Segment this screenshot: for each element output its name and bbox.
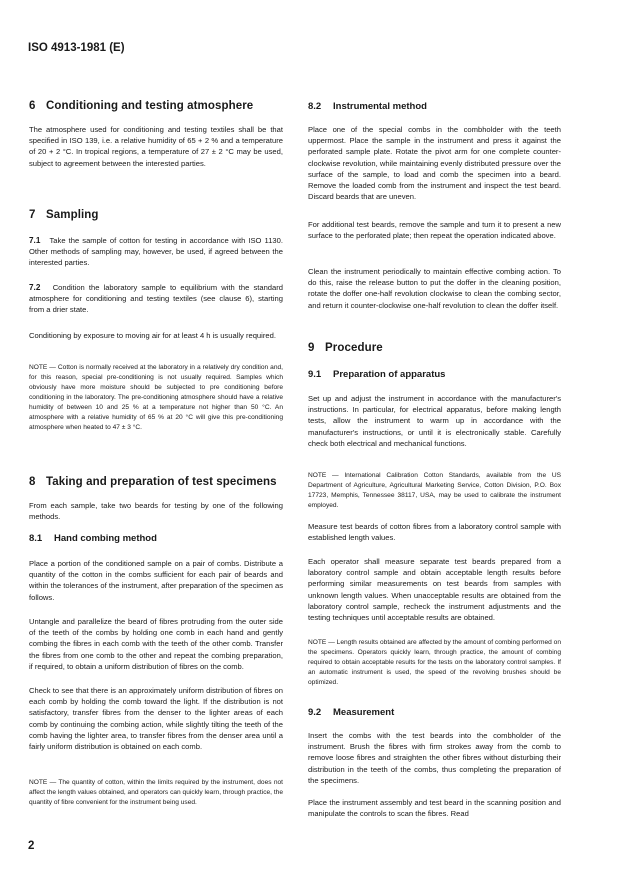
section-8-2-heading: 8.2 Instrumental method xyxy=(308,101,427,112)
section-8-2-paragraph-2: For additional test beards, remove the sample and turn it to present a new surface to the perforated plate; then repeat the operation indicated above. xyxy=(308,220,561,241)
section-8-2-paragraph-1: Place one of the special combs in the combholder with the teeth uppermost. Place the sample in the instrument and press it against the perforated sample plate. Rotate the pivot arm for one complete counter-clockwise revolution, while maintaining evenly distributed pressure over the surface of the sample, to load and comb the specimen into a beard. Remove the loaded comb from the instrument and inspect the test beard. Discard beards that are uneven. xyxy=(308,125,561,202)
section-6-paragraph: The atmosphere used for conditioning and testing textiles shall be that specified in ISO 139, i.e. a relative humidity of 65 + 2 % and a temperature of 20 + 2 °C. In tropical regions, a temperature of 27 ± 2 °C may be used, subject to agreement between the interested parties. xyxy=(29,125,283,168)
section-9-1-paragraph-3: Each operator shall measure separate test beards prepared from a laboratory control sample and obtain acceptable length results before performing similar measurements on test beards from samples with unknown length values. When unacceptable results are obtained from the laboratory control sample, recheck the instrument adjustments and the testing techniques until acceptable results are obtained. xyxy=(308,557,561,623)
page-number: 2 xyxy=(28,840,35,852)
section-8-heading: 8 Taking and preparation of test specimens xyxy=(29,476,277,488)
section-8-2-paragraph-3: Clean the instrument periodically to maintain effective combing action. To do this, raise the release button to put the doffer in the cleaning position, rotate the doffer one-half revolution clockwise to clean the combing sector, and return it counter-clockwise one-half revolution to clean the doffer itself. xyxy=(308,267,561,310)
section-7-note: NOTE — Cotton is normally received at the laboratory in a relatively dry condition and, for this reason, special pre-conditioning is not usually required. Samples which obviously have more moisture should be subjected to pre conditioning before conditioning in the laboratory. The pre-conditioning atmosphere should have a relative humidity of between 10 and 25 % at a temperature not higher than 50 °C. An atmosphere with a relative humidity of 65 % at 20 °C will give this pre-conditioning atmosphere when heated to 47 ± 3 °C. xyxy=(29,364,283,431)
section-8-1-paragraph-2: Untangle and parallelize the beard of fibres protruding from the outer side of the teeth of the combs by holding one comb in each hand and gently combing the fibres in each comb with the teeth of the other comb. Transfer the fibres from one comb to the other and repeat the combing preparation, if required, to obtain a uniform distribution of fibres on the comb. xyxy=(29,617,283,671)
section-9-1-paragraph-2: Measure test beards of cotton fibres from a laboratory control sample with established length values. xyxy=(308,522,561,543)
section-9-1-paragraph-1: Set up and adjust the instrument in accordance with the manufacturer's instructions. In particular, for electrical apparatus, before making length tests, allow the instrument to warm up in accordance with the manufacturer's instructions, or until it is electronically stable. Carefully check both electrical and mechanical functions. xyxy=(308,394,561,448)
clause-7-2-paragraph: 7.2 Condition the laboratory sample to equilibrium with the standard atmosphere for conditioning and testing textiles (see clause 6), starting from a drier state. xyxy=(29,283,283,315)
section-8-1-heading: 8.1 Hand combing method xyxy=(29,533,157,544)
section-9-2-paragraph-1: Insert the combs with the test beards into the combholder of the instrument. Brush the fibres with firm strokes away from the comb to remove loose fibres and straighten the other fibres without disturbing their distribution in the teeth of the combs, thus completing the preparation of the specimens. xyxy=(308,731,561,785)
section-8-1-paragraph-1: Place a portion of the conditioned sample on a pair of combs. Distribute a quantity of the cotton in the combs sufficient for each pair of beards and within the tolerances of the instrument, after preparation of the specimen as follows. xyxy=(29,559,283,602)
section-8-1-note: NOTE — The quantity of cotton, within the limits required by the instrument, does not affect the length values obtained, and operators can quickly learn, through practice, the quantity of fibre convenient for the instrument being used. xyxy=(29,779,283,806)
section-9-heading: 9 Procedure xyxy=(308,342,383,354)
conditioning-paragraph: Conditioning by exposure to moving air for at least 4 h is usually required. xyxy=(29,331,276,340)
section-7-heading: 7 Sampling xyxy=(29,209,99,221)
section-8-paragraph: From each sample, take two beards for testing by one of the following methods. xyxy=(29,501,283,522)
section-9-1-note-1: NOTE — International Calibration Cotton Standards, available from the US Department of Agriculture, Agricultural Marketing Service, Cotton Division, P.O. Box 17723, Memphis, Tennessee 38117, USA, may be used to calibrate the instrument employed. xyxy=(308,472,561,509)
section-9-1-note-2: NOTE — Length results obtained are affected by the amount of combing performed on the specimens. Operators quickly learn, through practice, the amount of combing required to obtain acceptable results for the tests on the laboratory control samples. If an automatic instrument is used, the speed of the revolving brushes should be optimized. xyxy=(308,639,561,686)
section-6-heading: 6 Conditioning and testing atmosphere xyxy=(29,100,254,112)
section-9-2-paragraph-2: Place the instrument assembly and test beard in the scanning position and manipulate the controls to scan the fibres. Read xyxy=(308,798,561,819)
section-9-2-heading: 9.2 Measurement xyxy=(308,707,395,718)
clause-7-1-paragraph: 7.1 Take the sample of cotton for testing in accordance with ISO 1130. Other methods of sampling may, however, be used, if agreed between the interested parties. xyxy=(29,236,283,268)
section-8-1-paragraph-3: Check to see that there is an approximately uniform distribution of fibres on each comb by holding the comb toward the light. If the distribution is not satisfactory, transfer fibres from the denser to the lighter areas of each comb by continuing the combing action, while slightly tilting the teeth of the comb having the lighter area, to transfer fibres from the denser area until a fairly uniform distribution is obtained on each comb. xyxy=(29,686,283,752)
document-id: ISO 4913-1981 (E) xyxy=(28,42,125,54)
section-9-1-heading: 9.1 Preparation of apparatus xyxy=(308,369,446,380)
